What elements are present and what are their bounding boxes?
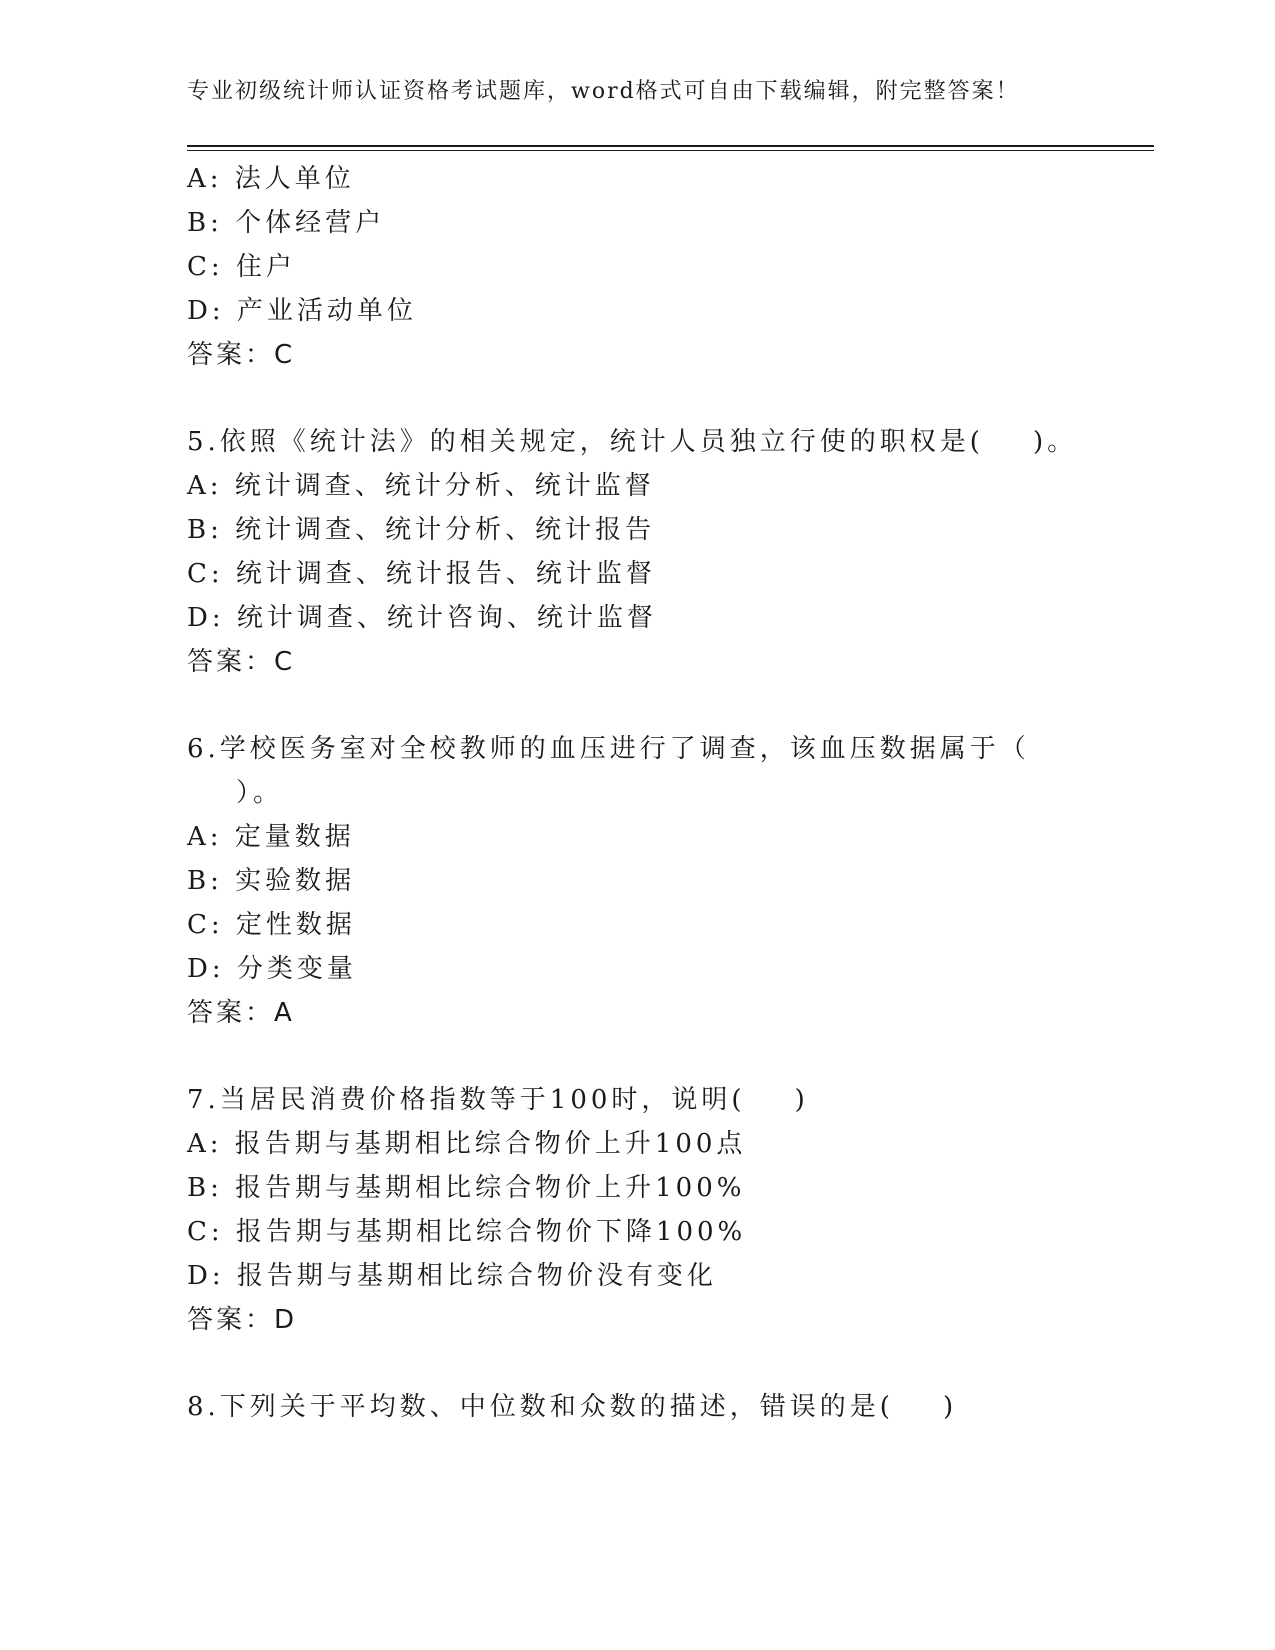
text-line: B: 实验数据 [187,866,356,896]
text-line: D: 产业活动单位 [187,296,417,326]
answer-line: 答案：D [187,1305,298,1335]
text-line: B: 报告期与基期相比综合物价上升100% [187,1173,746,1203]
header-rule-thick [187,145,1154,147]
text-line: B: 个体经营户 [187,208,386,238]
text-line: 7.当居民消费价格指数等于100时，说明( ) [187,1085,809,1115]
text-line: D: 报告期与基期相比综合物价没有变化 [187,1261,717,1291]
answer-line: 答案：C [187,340,296,370]
text-line: D: 统计调查、统计咨询、统计监督 [187,603,657,633]
text-line: B: 统计调查、统计分析、统计报告 [187,515,656,545]
text-line: A: 定量数据 [187,822,355,852]
text-line: C: 定性数据 [187,910,356,940]
document-header: 专业初级统计师认证资格考试题库，word格式可自由下载编辑，附完整答案！ [187,79,1020,104]
text-line: A: 法人单位 [187,164,355,194]
text-line: 8.下列关于平均数、中位数和众数的描述，错误的是( ) [187,1392,958,1422]
text-line: A: 报告期与基期相比综合物价上升100点 [187,1129,747,1159]
text-line: C: 报告期与基期相比综合物价下降100% [187,1217,747,1247]
text-line: 6.学校医务室对全校教师的血压进行了调查，该血压数据属于（ [187,734,1030,764]
text-line: C: 住户 [187,252,296,282]
text-line: D: 分类变量 [187,954,357,984]
header-rule-thin [187,150,1154,151]
text-line: 5.依照《统计法》的相关规定，统计人员独立行使的职权是( )。 [187,427,1078,457]
answer-line: 答案：A [187,998,295,1028]
text-line: A: 统计调查、统计分析、统计监督 [187,471,655,501]
text-line: C: 统计调查、统计报告、统计监督 [187,559,656,589]
text-line: ）。 [187,778,284,808]
answer-line: 答案：C [187,647,296,677]
